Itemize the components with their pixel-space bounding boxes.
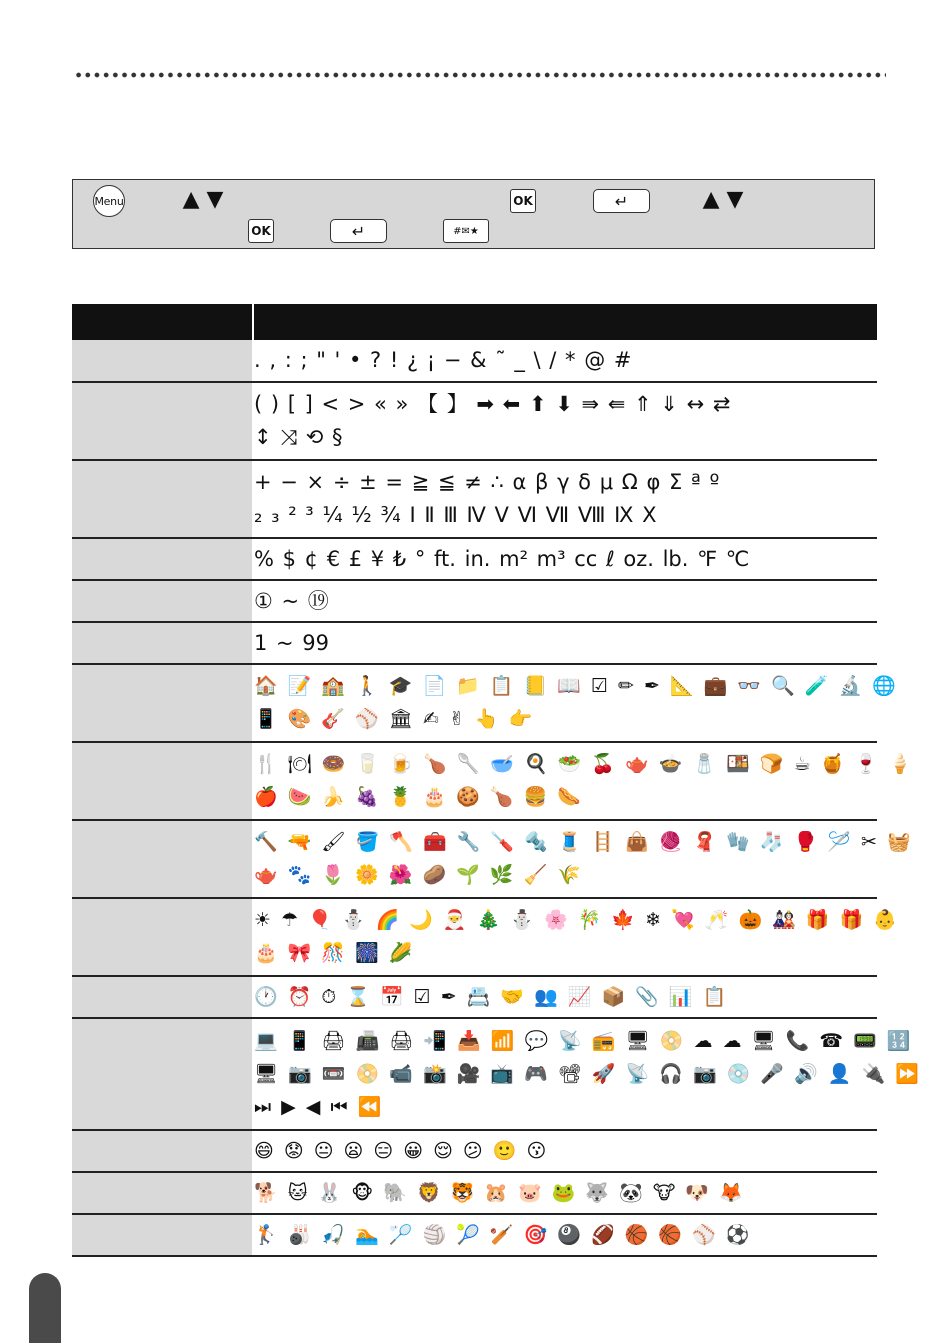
symbol-line: ⏭ ▶ ◀ ⏮ ⏪ (254, 1095, 383, 1118)
symbol-line: ① ~ ⑲ (254, 588, 329, 613)
table-row (72, 742, 877, 820)
table-row (72, 1018, 877, 1130)
category-cell (72, 820, 253, 898)
category-cell (72, 1172, 253, 1214)
symbol-line: 📱 🎨 🎸 ⚾ 🏛 ✍ ✌ 👆 👉 (254, 708, 534, 730)
symbols-cell (253, 1018, 920, 1130)
category-cell (72, 340, 253, 382)
symbols-cell (253, 976, 877, 1018)
symbol-line: 🏌 🎳 🎣 🏊 🏸 🏐 🎾 🏏 🎯 🎱 🏈 🏀 🏀 ⚾ ⚽ (254, 1223, 751, 1246)
table-row (72, 340, 877, 382)
category-cell (72, 382, 253, 460)
category-cell (72, 664, 253, 742)
table-row (72, 382, 877, 460)
symbol-line: 1 ~ 99 (254, 630, 330, 655)
category-column-header (72, 304, 253, 340)
table-row (72, 460, 877, 538)
symbol-line: ₂ ₃ ² ³ ¼ ½ ¾ Ⅰ Ⅱ Ⅲ Ⅳ Ⅴ Ⅵ Ⅶ Ⅷ Ⅸ Ⅹ (254, 503, 657, 527)
symbol-line: 🔨 🔫 🖌 🪣 🪓 🧰 🔧 🪛 🔩 🧵 🪜 👜 🧶 🧣 🧤 🧦 🥊 🪡 ✂ 🧺 (254, 831, 912, 853)
symbols-cell (253, 1130, 877, 1172)
table-row (72, 820, 877, 898)
symbol-line: 🎂 🎀 🎊 🎆 🌽 (254, 942, 414, 964)
symbol-line: ↕ ⤨ ⟲ § (254, 425, 343, 449)
category-cell (72, 742, 253, 820)
symbol-line: + − × ÷ ± = ≧ ≦ ≠ ∴ α β γ δ μ Ω φ Σ ª º (254, 470, 720, 494)
symbols-cell (253, 1172, 877, 1214)
up-down-arrow-keys-icon: ▲ ▼ (182, 187, 224, 212)
instruction-box (72, 179, 875, 249)
symbol-line: 🏠 📝 🏫 🚶 🎓 📄 📁 📋 📒 📖 ☑ ✏ ✒ 📐 💼 👓 🔍 🧪 🔬 🌐 (254, 675, 897, 697)
symbols-column-header (253, 304, 877, 340)
category-cell (72, 622, 253, 664)
symbol-key-icon: #✉★ (443, 219, 489, 243)
symbol-line: 💻 📱 🖨 📠 🖨 📲 📥 📶 💬 📡 📻 🖥 📀 ☁ ☁ 🖥 📞 ☎ 📟 🔢 (254, 1029, 912, 1052)
symbols-cell (253, 382, 877, 460)
symbol-line: ( ) [ ] < > « » 【 】 ➡ ⬅ ⬆ ⬇ ⇛ ⇚ ⇑ ⇓ ↔ ⇄ (254, 392, 731, 416)
symbol-line: . , : ; " ' • ? ! ¿ ¡ − & ˜ _ \ / * @ # (254, 348, 632, 372)
symbol-table (72, 304, 920, 1257)
symbol-line: % $ ¢ € £ ¥ ₺ ° ft. in. m² m³ cc ℓ oz. lb. ℉ ℃ (254, 546, 750, 571)
table-row (72, 976, 877, 1018)
category-cell (72, 580, 253, 622)
menu-key-icon: Menu (93, 185, 125, 217)
table-row (72, 538, 877, 580)
symbol-line: 🍴 🍽 🍩 🥛 🍺 🍗 🥄 🥣 🍳 🥗 🍒 🫖 🍲 🧂 🍱 🍞 ☕ 🍯 🍷 🍦 (254, 753, 913, 775)
table-row (72, 1172, 877, 1214)
dotted-rule (74, 70, 886, 80)
table-row (72, 1214, 877, 1256)
category-cell (72, 538, 253, 580)
category-cell (72, 1214, 253, 1256)
symbol-line: 🫖 🐾 🌷 🌼 🌺 🥔 🌱 🌿 🧹 🌾 (254, 864, 582, 886)
symbols-cell (253, 742, 913, 820)
category-cell (72, 460, 253, 538)
page-edge-tab (29, 1273, 61, 1343)
table-row (72, 664, 877, 742)
symbol-line: 🍎 🍉 🍌 🍇 🍍 🎂 🍪 🍗 🍔 🌭 (254, 786, 582, 808)
symbol-line: 😄 😟 😐 😦 😑 😀 😌 😕 🙂 😗 (254, 1139, 548, 1162)
ok-key-icon: OK (510, 189, 536, 213)
symbol-line: 🕐 ⏰ ⏱ ⌛ 📅 ☑ ✒ 📇 🤝 👥 📈 📦 📎 📊 📋 (254, 985, 728, 1008)
symbol-line: 🐕 🐱 🐰 🐵 🐘 🦁 🐯 🐹 🐷 🐸 🐺 🐼 🐮 🐶 🦊 (254, 1181, 744, 1204)
category-cell (72, 1018, 253, 1130)
ok-key-icon: OK (248, 219, 274, 243)
symbols-cell (253, 898, 898, 976)
table-row (72, 622, 877, 664)
symbols-cell (253, 820, 912, 898)
symbols-cell (253, 622, 877, 664)
symbols-cell (253, 460, 877, 538)
table-header-row (72, 304, 877, 340)
up-down-arrow-keys-icon: ▲ ▼ (702, 187, 744, 212)
category-cell (72, 1130, 253, 1172)
symbol-line: ☀ ☂ 🎈 ⛄ 🌈 🌙 🎅 🎄 ⛄ 🌸 🎋 🍁 ❄ 💘 🥂 🎃 🎎 🎁 🎁 👶 (254, 909, 898, 931)
table-row (72, 1130, 877, 1172)
table-row (72, 898, 877, 976)
table-row (72, 580, 877, 622)
symbols-cell (253, 340, 877, 382)
symbol-line: 🖥 📷 📼 📀 📹 📸 🎥 📺 🎮 📽 🚀 📡 🎧 📷 💿 🎤 🔊 👤 🔌 ⏩ (254, 1062, 920, 1085)
category-cell (72, 976, 253, 1018)
symbols-cell (253, 1214, 877, 1256)
enter-key-icon: ↵ (593, 189, 650, 213)
symbols-cell (253, 580, 877, 622)
enter-key-icon: ↵ (330, 219, 387, 243)
symbols-cell (253, 538, 877, 580)
category-cell (72, 898, 253, 976)
symbols-cell (253, 664, 897, 742)
